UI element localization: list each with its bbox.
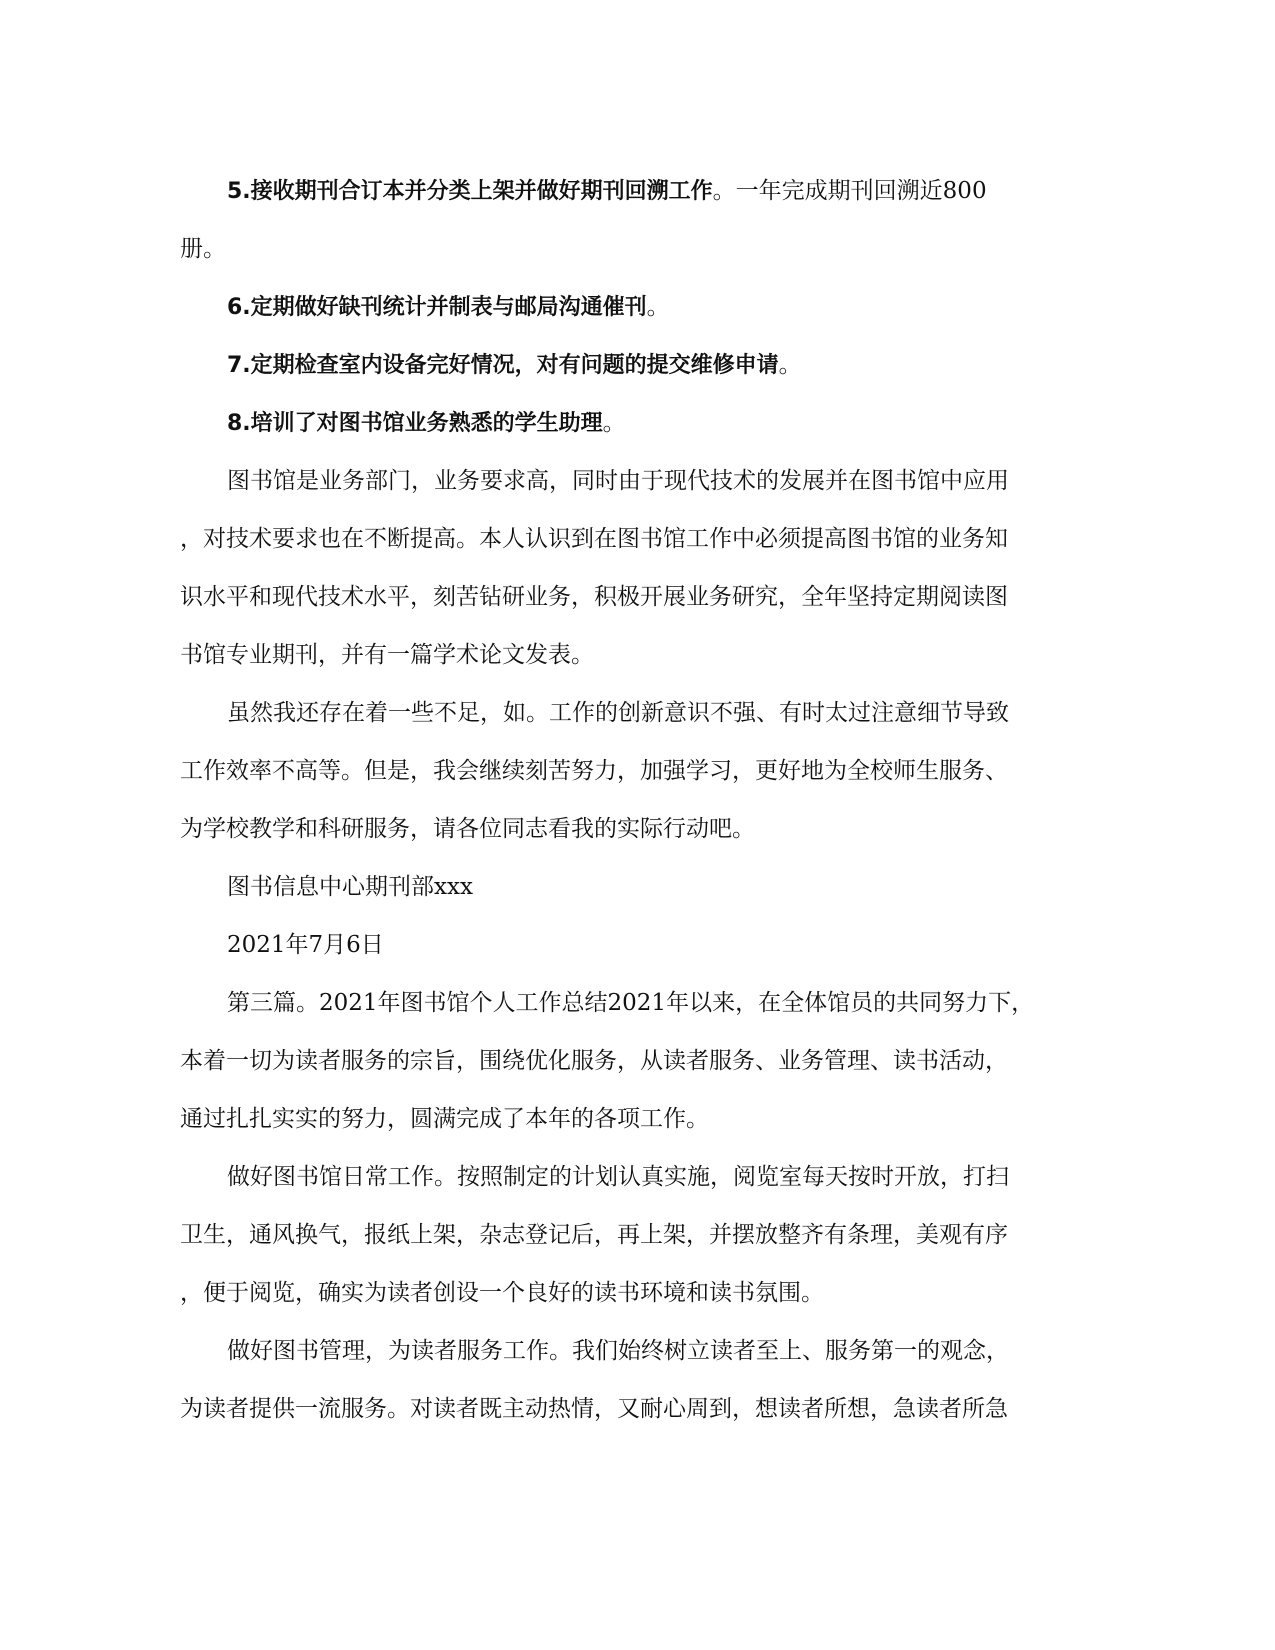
list-item-6-rest: 。 [646,294,670,320]
list-item-6-bold: 6.定期做好缺刊统计并制表与邮局沟通催刊 [227,295,647,320]
list-item-6 [180,278,1080,336]
paragraph-line: ，对技术要求也在不断提高。本人认识到在图书馆工作中必须提高图书馆的业务知 [180,526,1008,552]
paragraph-line: 为读者提供一流服务。对读者既主动热情，又耐心周到，想读者所想，急读者所急 [180,1396,1008,1422]
paragraph-line: 第三篇。2021年图书馆个人工作总结2021年以来，在全体馆员的共同努力下， [227,990,1035,1016]
paragraph-third-article [180,974,1080,1148]
paragraph-line: 书馆专业期刊，并有一篇学术论文发表。 [180,642,594,668]
list-item-7-bold: 7.定期检查室内设备完好情况，对有问题的提交维修申请 [227,353,779,378]
list-item-8-rest: 。 [602,410,626,436]
list-item-7 [180,336,1080,394]
list-item-5-bold: 5.接收期刊合订本并分类上架并做好期刊回溯工作 [227,179,713,204]
paragraph-line: 工作效率不高等。但是，我会继续刻苦努力，加强学习，更好地为全校师生服务、 [180,758,1008,784]
paragraph-line: 做好图书管理，为读者服务工作。我们始终树立读者至上、服务第一的观念， [227,1338,1009,1364]
paragraph-line: 图书馆是业务部门，业务要求高，同时由于现代技术的发展并在图书馆中应用 [227,468,1009,494]
paragraph-line: ，便于阅览，确实为读者创设一个良好的读书环境和读书氛围。 [180,1280,824,1306]
paragraph-line: 虽然我还存在着一些不足，如。工作的创新意识不强、有时太过注意细节导致 [227,700,1009,726]
paragraph-line: 本着一切为读者服务的宗旨，围绕优化服务，从读者服务、业务管理、读书活动， [180,1048,1008,1074]
signature: 图书信息中心期刊部xxx [227,874,473,900]
paragraph-line: 识水平和现代技术水平，刻苦钻研业务，积极开展业务研究，全年坚持定期阅读图 [180,584,1008,610]
paragraph-library-tech [180,452,1080,684]
paragraph-line: 为学校教学和科研服务，请各位同志看我的实际行动吧。 [180,816,755,842]
list-item-5-continuation-text: 册。 [180,236,226,262]
document-body [180,162,1080,1438]
list-item-5-continuation [180,220,1080,278]
signature-date: 2021年7月6日 [227,932,384,958]
list-item-5-rest: 。一年完成期刊回溯近800 [712,178,987,204]
paragraph-line: 做好图书馆日常工作。按照制定的计划认真实施，阅览室每天按时开放，打扫 [227,1164,1009,1190]
paragraph-line: 卫生，通风换气，报纸上架，杂志登记后，再上架，并摆放整齐有条理，美观有序 [180,1222,1008,1248]
list-item-8 [180,394,1080,452]
paragraph-book-management [180,1322,1080,1438]
paragraph-shortcomings [180,684,1080,858]
list-item-8-bold: 8.培训了对图书馆业务熟悉的学生助理 [227,411,603,436]
paragraph-daily-work [180,1148,1080,1322]
list-item-7-rest: 。 [778,352,802,378]
list-item-5 [180,162,1080,220]
paragraph-line: 通过扎扎实实的努力，圆满完成了本年的各项工作。 [180,1106,709,1132]
